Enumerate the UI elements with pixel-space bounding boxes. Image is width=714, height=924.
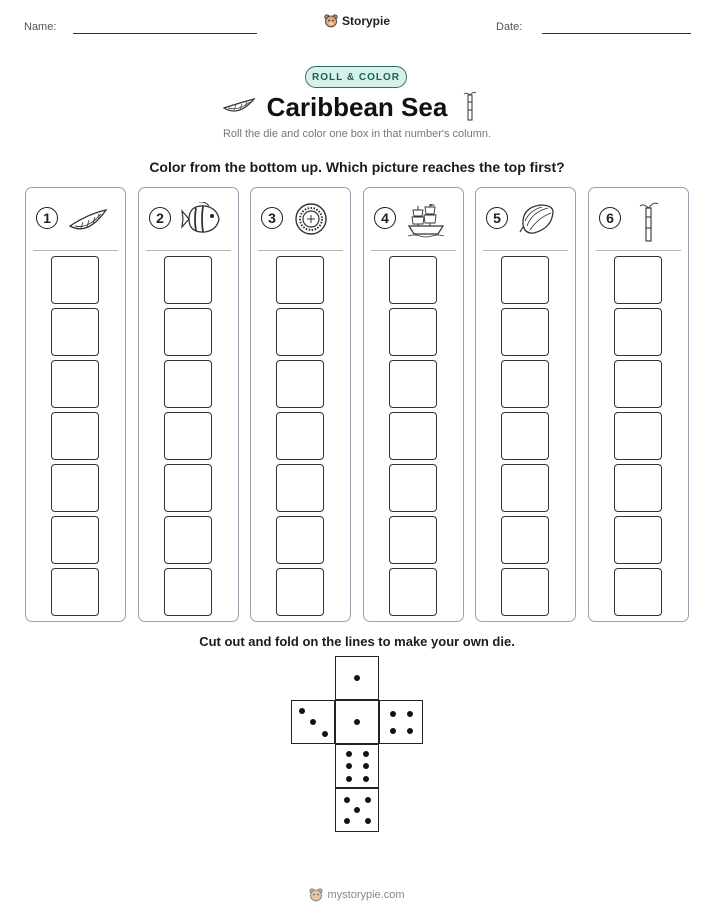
color-box[interactable] — [276, 568, 324, 616]
column-divider — [483, 250, 568, 251]
color-box[interactable] — [614, 516, 662, 564]
color-box[interactable] — [164, 568, 212, 616]
column-2 — [138, 187, 239, 622]
storypie-bear-icon — [324, 14, 338, 28]
die-pip — [310, 719, 316, 725]
cocoa-pod-icon — [518, 202, 556, 236]
die-pip — [354, 719, 360, 725]
color-box[interactable] — [164, 256, 212, 304]
color-box[interactable] — [276, 516, 324, 564]
die-pip — [390, 711, 396, 717]
color-box[interactable] — [614, 360, 662, 408]
cut-instruction: Cut out and fold on the lines to make your own die. — [199, 634, 515, 649]
die-pip — [365, 797, 371, 803]
color-box[interactable] — [389, 568, 437, 616]
color-box[interactable] — [51, 360, 99, 408]
column-divider — [258, 250, 343, 251]
color-box[interactable] — [164, 464, 212, 512]
column-divider — [596, 250, 681, 251]
sugarcane-icon — [463, 91, 477, 121]
color-box[interactable] — [389, 412, 437, 460]
tropical-fish-icon — [181, 202, 223, 236]
color-box[interactable] — [614, 308, 662, 356]
color-box[interactable] — [501, 464, 549, 512]
column-header — [476, 188, 575, 250]
die-face — [291, 700, 335, 744]
die-pip — [354, 807, 360, 813]
column-divider — [371, 250, 456, 251]
column-header — [251, 188, 350, 250]
die-pip — [299, 708, 305, 714]
column-header — [26, 188, 125, 250]
color-box[interactable] — [51, 256, 99, 304]
die-pip — [407, 711, 413, 717]
die-pip — [390, 728, 396, 734]
color-box[interactable] — [276, 412, 324, 460]
color-box[interactable] — [389, 516, 437, 564]
color-box[interactable] — [164, 516, 212, 564]
canoe-icon — [68, 202, 108, 234]
brand-name: Storypie — [341, 14, 390, 28]
color-box[interactable] — [389, 256, 437, 304]
color-box[interactable] — [614, 568, 662, 616]
color-box[interactable] — [276, 360, 324, 408]
color-box[interactable] — [51, 516, 99, 564]
color-box[interactable] — [501, 256, 549, 304]
footer — [0, 888, 714, 902]
color-box[interactable] — [51, 568, 99, 616]
coin-icon — [293, 202, 329, 236]
column-number: 1 — [36, 207, 58, 229]
die-pip — [407, 728, 413, 734]
color-box[interactable] — [614, 464, 662, 512]
color-box[interactable] — [51, 308, 99, 356]
die-face — [335, 656, 379, 700]
color-box[interactable] — [276, 256, 324, 304]
footer-url[interactable]: mystorypie.com — [327, 889, 405, 901]
column-header — [589, 188, 688, 250]
die-pip — [322, 731, 328, 737]
column-3 — [250, 187, 351, 622]
die-pip — [344, 797, 350, 803]
die-pip — [344, 818, 350, 824]
color-box[interactable] — [276, 308, 324, 356]
color-box[interactable] — [51, 464, 99, 512]
color-box[interactable] — [501, 360, 549, 408]
column-number: 5 — [486, 207, 508, 229]
column-5 — [475, 187, 576, 622]
color-box[interactable] — [614, 412, 662, 460]
die-face — [335, 788, 379, 832]
column-divider — [146, 250, 231, 251]
storypie-bear-icon — [309, 888, 323, 902]
color-box[interactable] — [164, 308, 212, 356]
die-pip — [363, 763, 369, 769]
die-face — [379, 700, 423, 744]
color-box[interactable] — [51, 412, 99, 460]
color-box[interactable] — [501, 568, 549, 616]
date-label: Date: — [496, 21, 523, 33]
instruction-text: Color from the bottom up. Which picture reaches the top first? — [149, 159, 565, 175]
color-box[interactable] — [501, 412, 549, 460]
column-divider — [33, 250, 118, 251]
die-pip — [346, 776, 352, 782]
color-box[interactable] — [614, 256, 662, 304]
color-box[interactable] — [389, 360, 437, 408]
color-box[interactable] — [164, 360, 212, 408]
color-box[interactable] — [389, 464, 437, 512]
color-box[interactable] — [501, 308, 549, 356]
column-4 — [363, 187, 464, 622]
name-label: Name: — [24, 21, 57, 33]
die-face — [335, 744, 379, 788]
color-box[interactable] — [501, 516, 549, 564]
die-pip — [365, 818, 371, 824]
date-line[interactable] — [542, 33, 691, 34]
die-face — [335, 700, 379, 744]
column-6 — [588, 187, 689, 622]
name-line[interactable] — [73, 33, 257, 34]
brand-logo — [0, 14, 714, 28]
color-box[interactable] — [276, 464, 324, 512]
column-1 — [25, 187, 126, 622]
column-number: 6 — [599, 207, 621, 229]
sailing-ship-icon — [406, 202, 446, 238]
die-pip — [363, 776, 369, 782]
sugarcane-icon — [639, 200, 659, 242]
activity-badge: ROLL & COLOR — [305, 66, 407, 88]
page-subtitle: Roll the die and color one box in that number's column. — [222, 128, 492, 140]
column-number: 3 — [261, 207, 283, 229]
die-pip — [346, 763, 352, 769]
color-box[interactable] — [389, 308, 437, 356]
column-header — [364, 188, 463, 250]
page-title: Caribbean Sea — [266, 92, 448, 122]
die-pip — [346, 751, 352, 757]
color-box[interactable] — [164, 412, 212, 460]
die-pip — [363, 751, 369, 757]
column-number: 2 — [149, 207, 171, 229]
column-number: 4 — [374, 207, 396, 229]
die-pip — [354, 675, 360, 681]
column-header — [139, 188, 238, 250]
